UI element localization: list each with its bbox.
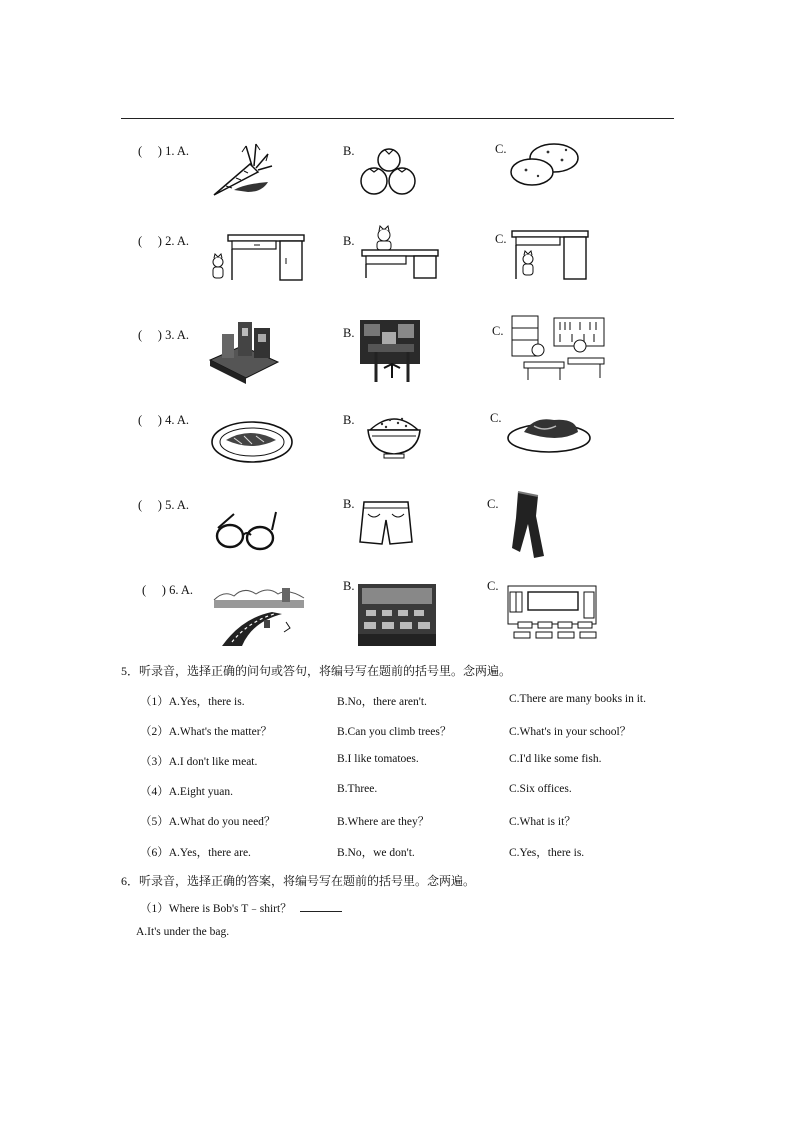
question-2-option-b: B. <box>343 234 355 248</box>
potatoes-picture <box>508 140 580 190</box>
question-5-label: ( ) 5. A. <box>138 498 190 512</box>
pants-picture <box>504 490 550 562</box>
s5-item-4-c: C.Six offices. <box>509 783 572 795</box>
question-6-label: ( ) 6. A. <box>142 583 194 597</box>
question-6-option-b: B. <box>343 579 355 593</box>
question-4-label: ( ) 4. A. <box>138 413 190 427</box>
s5-item-1-a: （1）A.Yes，there is. <box>140 696 245 708</box>
question-1-label: ( ) 1. A. <box>138 144 190 158</box>
s5-item-4-b: B.Three. <box>337 783 378 795</box>
cat-beside-desk-picture <box>208 230 306 282</box>
tomatoes-picture <box>358 143 420 201</box>
s5-item-5-a: （5）A.What do you need？ <box>140 816 276 828</box>
question-2-label: ( ) 2. A. <box>138 234 190 248</box>
header-rule <box>121 118 674 119</box>
s5-item-4-a: （4）A.Eight yuan. <box>140 786 233 798</box>
computer-room-picture <box>358 584 436 646</box>
question-4-option-c: C. <box>490 411 502 425</box>
cat-on-desk-picture <box>360 222 440 280</box>
question-3-option-b: B. <box>343 326 355 340</box>
rice-bowl-picture <box>366 412 422 460</box>
section-5-title: 5．听录音，选择正确的问句或答句，将编号写在题前的括号里。念两遍。 <box>121 664 512 678</box>
s5-item-6-a: （6）A.Yes，there are. <box>140 847 251 859</box>
s5-item-3-b: B.I like tomatoes. <box>337 753 419 765</box>
s5-item-5-c: C.What is it？ <box>509 816 576 828</box>
section-6-title: 6．听录音，选择正确的答案，将编号写在题前的括号里。念两遍。 <box>121 874 476 888</box>
s5-item-1-c: C.There are many books in it. <box>509 693 647 705</box>
question-3-option-c: C. <box>492 324 504 338</box>
question-1-option-c: C. <box>495 142 507 156</box>
s6-question-1-text: （1）Where is Bob's T﹣shirt？ <box>140 903 292 915</box>
s5-item-3-c: C.I'd like some fish. <box>509 753 602 765</box>
s6-answer-a: A.It's under the bag. <box>136 926 230 938</box>
library-picture <box>510 314 608 384</box>
question-1-option-b: B. <box>343 144 355 158</box>
glasses-picture <box>214 508 280 552</box>
question-2-option-c: C. <box>495 232 507 246</box>
question-3-label: ( ) 3. A. <box>138 328 190 342</box>
s5-item-3-a: （3）A.I don't like meat. <box>140 756 258 768</box>
s5-item-1-b: B.No，there aren't. <box>337 696 427 708</box>
s6-question-1 <box>140 900 342 916</box>
beef-plate-picture <box>506 412 592 454</box>
cat-under-desk-picture <box>510 229 590 283</box>
s5-item-2-a: （2）A.What's the matter？ <box>140 726 273 738</box>
road-scene-picture <box>212 578 306 648</box>
answer-blank[interactable] <box>300 901 342 912</box>
classroom-picture <box>506 584 598 644</box>
question-4-option-b: B. <box>343 413 355 427</box>
question-5-option-c: C. <box>487 497 499 511</box>
s5-item-5-b: B.Where are they？ <box>337 816 430 828</box>
shorts-picture <box>358 500 414 546</box>
s5-item-2-c: C.What's in your school？ <box>509 726 632 738</box>
question-5-option-b: B. <box>343 497 355 511</box>
fish-plate-picture <box>210 420 294 464</box>
rooms-picture <box>208 318 280 382</box>
s5-item-2-b: B.Can you climb trees？ <box>337 726 452 738</box>
s5-item-6-c: C.Yes，there is. <box>509 847 585 859</box>
s5-item-6-b: B.No，we don't. <box>337 847 415 859</box>
office-picture <box>358 318 422 384</box>
question-6-option-c: C. <box>487 579 499 593</box>
carrot-picture <box>206 140 276 202</box>
